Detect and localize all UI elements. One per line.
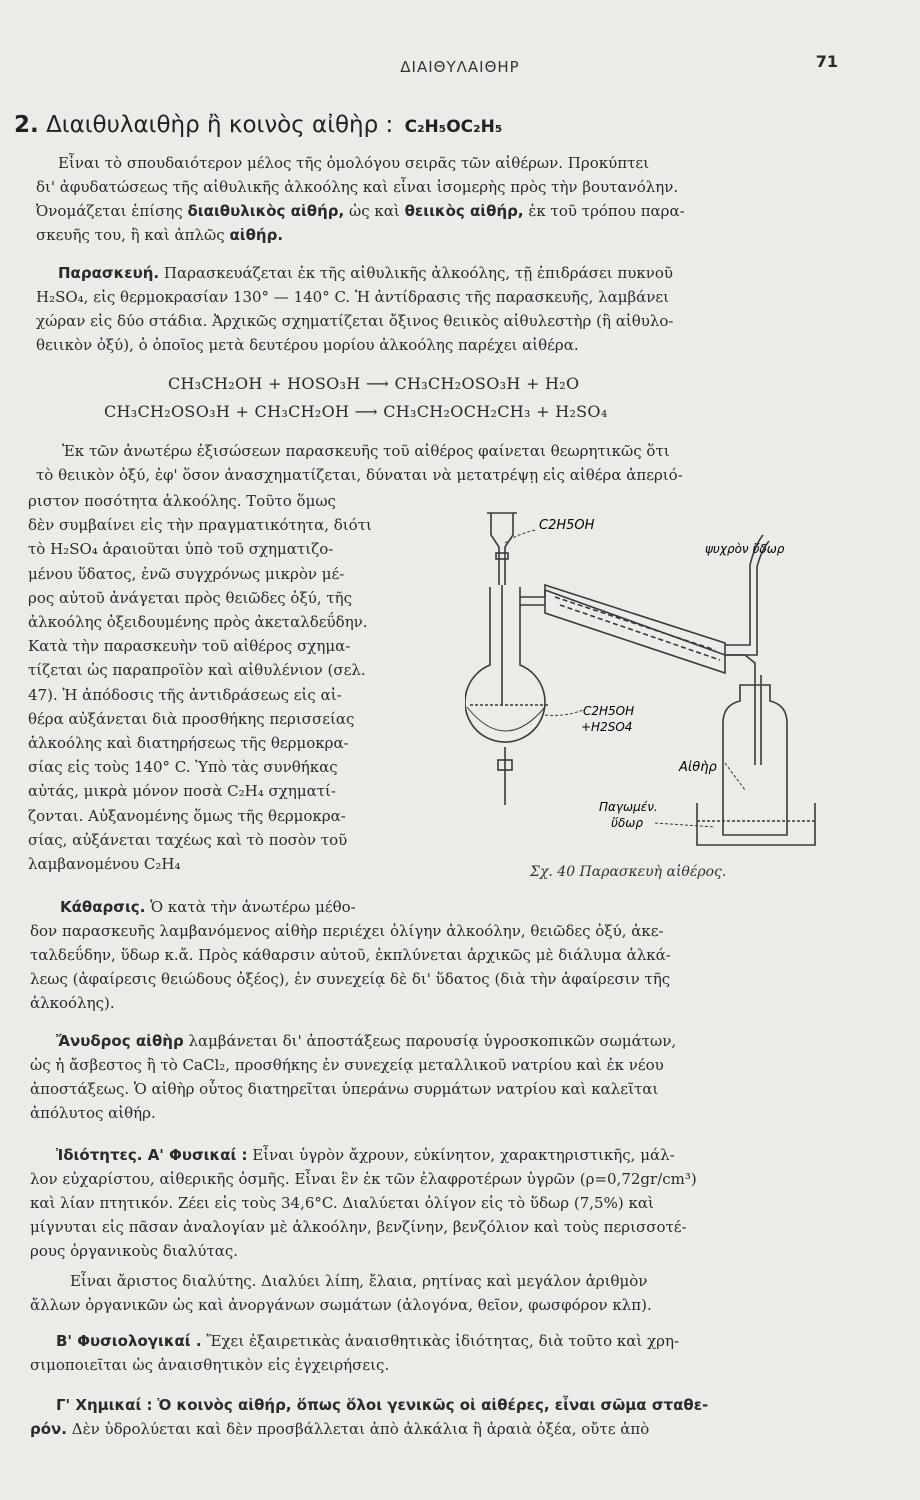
theory-column-line: αὐτάς, μικρὰ μόνον ποσὰ C₂H₄ σχηματί- <box>28 782 336 801</box>
chemical-bold-text: Ὁ κοινὸς αἰθήρ, ὅπως ὅλοι γενικῶς οἱ αἰθέρες, εἶναι σῶμα σταθε- <box>157 1396 709 1414</box>
physiological-line-1-text: Ἔχει ἐξαιρετικὰς ἀναισθητικὰς ἰδιότητας, διὰ τοῦτο καὶ χρη- <box>206 1332 680 1350</box>
theory-column-line: θέρα αὐξάνεται διὰ προσθήκης περισσείας <box>28 709 355 728</box>
properties-line-6: Εἶναι ἄριστος διαλύτης. Διαλύει λίπη, ἔλαια, ρητίνας καὶ μεγάλον ἀριθμὸν <box>70 1272 648 1290</box>
intro-line-1: Εἶναι τὸ σπουδαιότερον μέλος τῆς ὁμολόγου σειρᾶς τῶν αἰθέρων. Προκύπτει <box>58 154 650 172</box>
intro-line-3-c: ἐκ τοῦ τρόπου παρα- <box>528 202 685 220</box>
page-number: 71 <box>815 52 838 71</box>
label-ice-water-2: ὕδωρ <box>611 816 643 830</box>
preparation-line-1-text: Παρασκευάζεται ἐκ τῆς αἰθυλικῆς ἀλκοόλης, τῇ ἐπιδράσει πυκνοῦ <box>163 264 673 282</box>
label-ethanol-top: C2H5OH <box>539 518 595 533</box>
properties-line-1 <box>56 1144 846 1166</box>
ice-bath <box>697 803 815 845</box>
running-header: ΔΙΑΙΘΥΛΑΙΘΗΡ <box>400 58 520 76</box>
preparation-heading: Παρασκευή. <box>58 264 160 282</box>
section-formula: C₂H₅OC₂H₅ <box>404 117 503 137</box>
equation-1: CH₃CH₂OH + HOSO₃H ⟶ CH₃CH₂OSO₃H + H₂O <box>168 374 580 393</box>
chemical-line-2-a: ρόν. <box>30 1420 67 1438</box>
chemical-heading: Γ' Χημικαί : <box>56 1396 153 1414</box>
theory-line-2: τὸ θειικὸν ὀξύ, ἐφ' ὅσον ἀνασχηματίζεται, δύναται νὰ μετατρέψῃ εἰς αἰθέρα ἀπεριό- <box>36 466 683 484</box>
figure-caption: Σχ. 40 Παρασκευὴ αἰθέρος. <box>530 864 727 880</box>
intro-line-3 <box>36 200 838 222</box>
purification-line-1 <box>60 896 460 918</box>
properties-line-7: ἄλλων ὀργανικῶν ὡς καὶ ἀνοργάνων σωμάτων (ἀλογόνα, θεῖον, φωσφόρον κλπ). <box>30 1296 652 1314</box>
section-title-text: Διαιθυλαιθὴρ ἢ κοινὸς αἰθὴρ : <box>46 112 394 138</box>
anhydrous-line-1-text: λαμβάνεται δι' ἀποστάξεως παρουσίᾳ ὑγροσκοπικῶν σωμάτων, <box>188 1032 677 1050</box>
theory-column-line: τὸ H₂SO₄ ἀραιοῦται ὑπὸ τοῦ σχηματιζο- <box>28 540 334 559</box>
intro-line-3-b: ὡς καὶ <box>349 202 400 220</box>
theory-column-line: ριστον ποσότητα ἀλκοόλης. Τοῦτο ὅμως <box>28 492 336 510</box>
theory-column-line: ζονται. Αὐξανομένης ὅμως τῆς θερμοκρα- <box>28 806 346 825</box>
purification-line-1-text: Ὁ κατὰ τὴν ἀνωτέρω μέθο- <box>150 898 356 916</box>
theory-column-line: σίας εἰς τοὺς 140° C. Ὑπὸ τὰς συνθήκας <box>28 758 338 777</box>
theory-column-line: Κατὰ τὴν παρασκευὴν τοῦ αἰθέρος σχημα- <box>28 637 351 656</box>
theory-column-line: ρος αὐτοῦ ἀνάγεται πρὸς θειῶδες ὀξύ, τῆς <box>28 588 353 607</box>
intro-line-4 <box>36 224 838 246</box>
label-ice-water-1: Παγωμέν. <box>599 800 658 814</box>
properties-line-4: μίγνυται εἰς πᾶσαν ἀναλογίαν μὲ ἀλκοόλην, βενζίνην, βενζόλιον καὶ τοὺς περισσοτέ- <box>30 1218 687 1236</box>
theory-column-line: τίζεται ὡς παραπροϊὸν καὶ αἰθυλένιον (σελ. <box>28 661 366 680</box>
purification-line-3: ταλδεΰδην, ὕδωρ κ.ἄ. Πρὸς κάθαρσιν αὐτοῦ, ἐκπλύνεται ἀρχικῶς μὲ διάλυμα ἀλκά- <box>30 946 671 964</box>
dropping-funnel <box>491 513 513 585</box>
theory-column-line: σίας, αὐξάνεται ταχέως καὶ τὸ ποσὸν τοῦ <box>28 830 348 849</box>
anhydrous-line-3: ἀποστάξεως. Ὁ αἰθὴρ οὗτος διατηρεῖται ὑπεράνω συρμάτων νατρίου καὶ καλεῖται <box>30 1080 659 1098</box>
intro-line-2: δι' ἀφυδατώσεως τῆς αἰθυλικῆς ἀλκοόλης καὶ εἶναι ἰσομερὴς πρὸς τὴν βουτανόλην. <box>36 178 679 196</box>
purification-line-4: λεως (ἀφαίρεσις θειώδους ὀξέος), ἐν συνεχείᾳ δὲ δι' ὕδατος (διὰ τὴν ἀφαίρεσιν τῆς <box>30 970 671 988</box>
physiological-heading: Β' Φυσιολογικαί . <box>56 1332 202 1350</box>
purification-heading: Κάθαρσις. <box>60 898 146 916</box>
section-title <box>14 112 502 138</box>
label-ether: Αἰθὴρ <box>679 760 717 775</box>
chemical-line-1 <box>56 1394 846 1416</box>
chemical-line-2 <box>30 1418 846 1440</box>
physiological-line-1 <box>56 1330 846 1352</box>
equation-2: CH₃CH₂OSO₃H + CH₃CH₂OH ⟶ CH₃CH₂OCH₂CH₃ + H₂SO₄ <box>104 402 608 421</box>
term-ether: αἰθήρ. <box>229 226 284 244</box>
theory-column-line: δὲν συμβαίνει εἰς τὴν πραγματικότητα, διότι <box>28 516 372 535</box>
theory-column-line: λαμβανομένου C₂H₄ <box>28 855 181 873</box>
anhydrous-line-2: ὡς ἡ ἄσβεστος ἢ τὸ CaCl₂, προσθήκης ἐν συνεχείᾳ μεταλλικοῦ νατρίου καὶ ἐκ νέου <box>30 1056 664 1074</box>
properties-line-5: ρους ὀργανικοὺς διαλύτας. <box>30 1242 239 1260</box>
chemical-line-2-b: Δὲν ὑδρολύεται καὶ δὲν προσβάλλεται ἀπὸ ἀλκάλια ἢ ἀραιὰ ὀξέα, οὔτε ἀπὸ <box>71 1420 650 1438</box>
theory-column-line: μένου ὕδατος, ἐνῶ συγχρόνως μικρὸν μέ- <box>28 564 345 583</box>
preparation-line-4: θειικὸν ὀξύ), ὁ ὁποῖος μετὰ δευτέρου μορίου ἀλκοόλης παρέχει αἰθέρα. <box>36 336 579 354</box>
intro-line-3-a: Ὀνομάζεται ἐπίσης <box>36 202 183 220</box>
preparation-line-2: H₂SO₄, εἰς θερμοκρασίαν 130° — 140° C. Ἡ ἀντίδρασις τῆς παρασκευῆς, λαμβάνει <box>36 288 670 306</box>
properties-line-3: καὶ λίαν πτητικόν. Ζέει εἰς τοὺς 34,6°C. Διαλύεται ὀλίγον εἰς τὸ ὕδωρ (7,5%) καὶ <box>30 1194 654 1212</box>
properties-heading: Ἰδιότητες. Α' Φυσικαί : <box>56 1146 248 1164</box>
properties-line-1-text: Εἶναι ὑγρὸν ἄχρουν, εὐκίνητον, χαρακτηριστικῆς, μάλ- <box>252 1146 675 1164</box>
section-number: 2. <box>14 112 39 138</box>
term-sulfuric-ether: θειικὸς αἰθήρ, <box>404 202 524 220</box>
condenser <box>545 585 725 673</box>
anhydrous-line-4: ἀπόλυτος αἰθήρ. <box>30 1104 156 1122</box>
intro-line-4-a: σκευῆς του, ἢ καὶ ἁπλῶς <box>36 226 225 244</box>
anhydrous-line-1 <box>56 1030 840 1052</box>
distillation-apparatus-figure <box>465 505 865 860</box>
preparation-line-3: χώραν εἰς δύο στάδια. Ἀρχικῶς σχηματίζεται ὄξινος θειικὸς αἰθυλεστὴρ (ἢ αἰθυλο- <box>36 312 674 330</box>
preparation-line-1 <box>58 262 838 284</box>
theory-column-line: ἀλκοόλης ὀξειδουμένης πρὸς ἀκεταλδεΰδην. <box>28 613 368 631</box>
purification-line-2: δον παρασκευῆς λαμβανόμενος αἰθὴρ περιέχει ὀλίγην ἀλκοόλην, θειῶδες ὀξύ, ἀκε- <box>30 922 664 940</box>
anhydrous-heading: Ἄνυδρος αἰθὴρ <box>56 1032 184 1050</box>
purification-line-5: ἀλκοόλης). <box>30 994 115 1012</box>
label-cold-water: ψυχρὸν ὕδωρ <box>705 542 785 556</box>
properties-line-2: λον εὐχαρίστου, αἰθερικῆς ὀσμῆς. Εἶναι ἓν ἐκ τῶν ἐλαφροτέρων ὑγρῶν (ρ=0,72gr/cm³) <box>30 1170 697 1188</box>
physiological-line-2: σιμοποιεῖται ὡς ἀναισθητικὸν εἰς ἐγχειρήσεις. <box>30 1356 390 1374</box>
label-mixture-1: C2H5OH <box>583 704 635 718</box>
label-mixture-2: +H2SO4 <box>581 720 633 734</box>
theory-line-1: Ἐκ τῶν ἀνωτέρω ἐξισώσεων παρασκευῆς τοῦ αἰθέρος φαίνεται θεωρητικῶς ὅτι <box>62 442 670 460</box>
term-diethyl-ether: διαιθυλικὸς αἰθήρ, <box>187 202 345 220</box>
theory-column-line: ἀλκοόλης καὶ διατηρήσεως τῆς θερμοκρα- <box>28 734 349 752</box>
theory-column-line: 47). Ἡ ἀπόδοσις τῆς ἀντιδράσεως εἰς αἰ- <box>28 685 342 704</box>
